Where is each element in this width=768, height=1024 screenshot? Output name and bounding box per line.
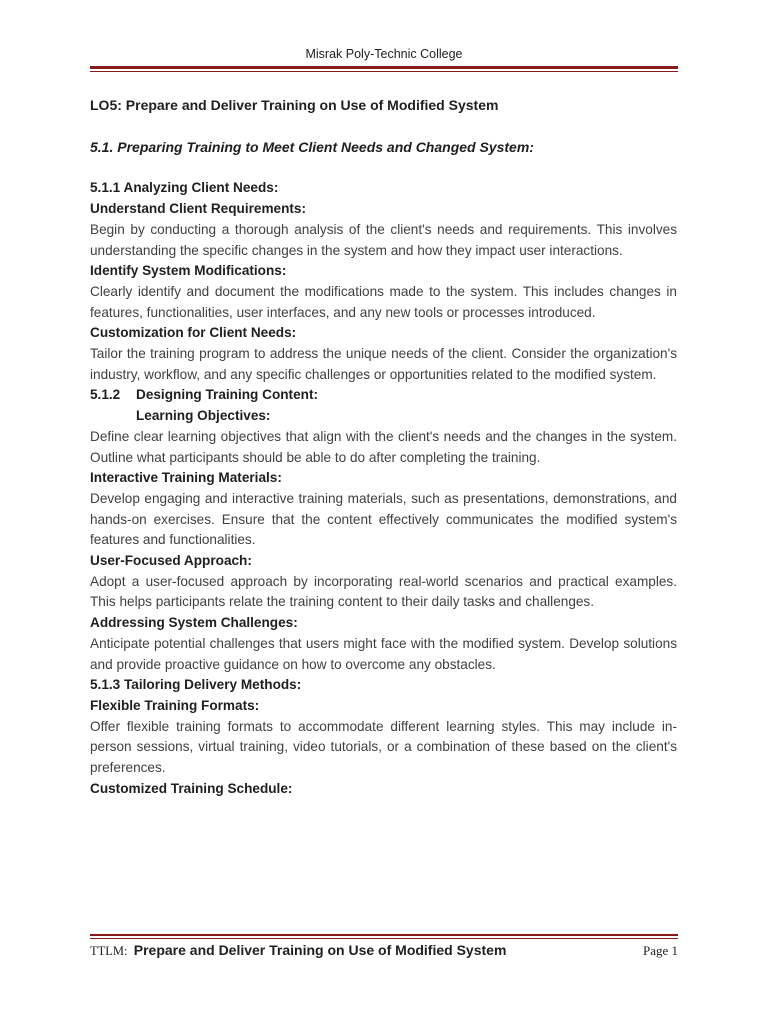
header-rule-thin	[90, 71, 678, 72]
section-title: 5.1. Preparing Training to Meet Client Needs and Changed System:	[90, 138, 534, 155]
item-heading: Learning Objectives:	[136, 408, 271, 424]
header-rule-thick	[90, 66, 678, 69]
subsection-512-label: Designing Training Content:	[136, 387, 318, 403]
page-number: Page 1	[642, 943, 678, 958]
item-heading: Customization for Client Needs:	[90, 325, 297, 341]
item-text: Tailor the training program to address the unique needs of the client. Consider the organization's industry, workflow, and any specific challenges or opportunities related to the modified system.	[90, 346, 677, 382]
subsection-512-title	[90, 385, 677, 406]
subsection-512-number: 5.1.2	[90, 387, 121, 403]
page-header-title: Misrak Poly-Technic College	[305, 47, 463, 61]
item-text: Develop engaging and interactive training materials, such as presentations, demonstrations, and hands-on exercises. Ensure that the content effectively communicates the modified system's features and functionalities.	[90, 490, 677, 548]
footer-label: TTLM:	[90, 944, 128, 958]
footer-rule-thick	[90, 934, 678, 936]
document-body	[90, 95, 677, 800]
item-heading: Flexible Training Formats:	[90, 697, 260, 713]
item-text: Begin by conducting a thorough analysis of the client's needs and requirements. This involves understanding the specific changes in the system and how they impact user interactions.	[90, 221, 677, 258]
item-text: Clearly identify and document the modifications made to the system. This includes changes in features, functionalities, user interfaces, and any new tools or processes introduced.	[90, 283, 677, 320]
footer-document-title	[90, 942, 506, 959]
item-text: Define clear learning objectives that align with the client's needs and the changes in the system. Outline what participants should be able to do after completing the training.	[90, 428, 677, 465]
footer-rule-thin	[90, 938, 678, 939]
item-heading: User-Focused Approach:	[90, 553, 252, 569]
item-heading: Understand Client Requirements:	[90, 201, 307, 217]
item-heading: Identify System Modifications:	[90, 263, 287, 279]
item-heading: Customized Training Schedule:	[90, 780, 293, 796]
item-heading: Addressing System Challenges:	[90, 615, 298, 631]
item-text: Adopt a user-focused approach by incorporating real-world scenarios and practical examples. This helps participants relate the training content to their daily tasks and challenges.	[90, 573, 677, 610]
subsection-511-title: 5.1.1 Analyzing Client Needs:	[90, 180, 279, 196]
item-heading: Interactive Training Materials:	[90, 470, 282, 486]
item-text: Anticipate potential challenges that users might face with the modified system. Develop solutions and provide proactive guidance on how to overcome any obstacles.	[90, 635, 677, 672]
learning-outcome-title: LO5: Prepare and Deliver Training on Use of Modified System	[90, 97, 499, 113]
item-text: Offer flexible training formats to accommodate different learning styles. This may include in-person sessions, virtual training, video tutorials, or a combination of these based on the client's preferences.	[90, 718, 677, 776]
footer-title: Prepare and Deliver Training on Use of Modified System	[133, 942, 507, 958]
subsection-513-title: 5.1.3 Tailoring Delivery Methods:	[90, 677, 302, 693]
